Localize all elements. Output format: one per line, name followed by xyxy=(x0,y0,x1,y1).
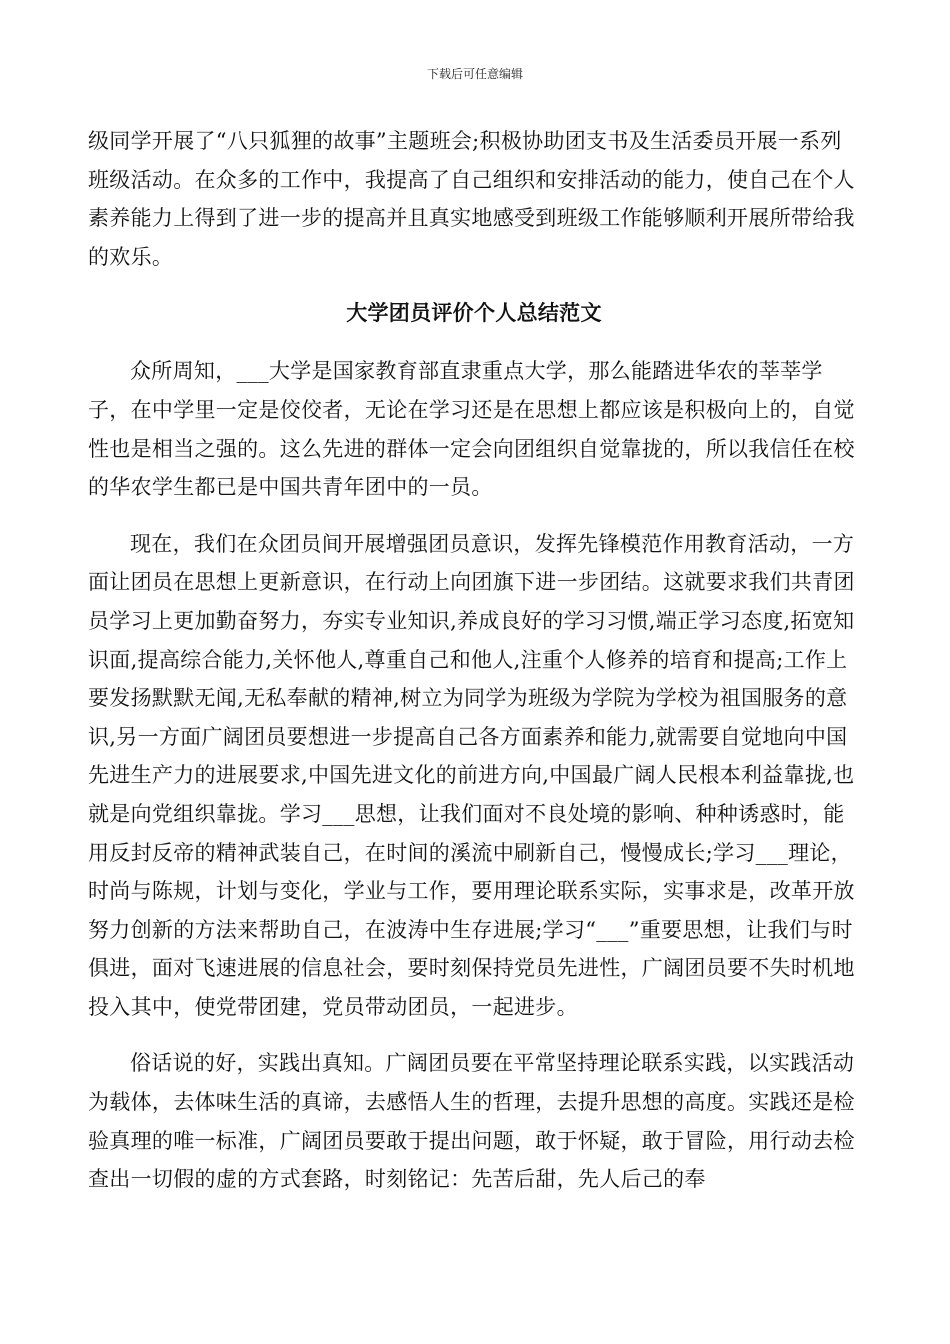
document-body xyxy=(88,122,860,1199)
paragraph-3: 俗话说的好，实践出真知。广阔团员要在平常坚持理论联系实践，以实践活动为载体，去体味生活的真谛，去感悟人生的哲理，去提升思想的高度。实践还是检验真理的唯一标准，广阔团员要敢于提出问题，敢于怀疑，敢于冒险，用行动去检查出一切假的虚的方式套路，时刻铭记：先苦后甜，先人后己的奉 xyxy=(88,1051,855,1192)
paragraph-2: 现在，我们在众团员间开展增强团员意识，发挥先锋模范作用教育活动，一方面让团员在思想上更新意识，在行动上向团旗下进一步团结。这就要求我们共青团员学习上更加勤奋努力，夯实专业知识,养成良好的学习习惯,端正学习态度,拓宽知识面,提高综合能力,关怀他人,尊重自己和他人,注重个人修养的培育和提高;工作上要发扬默默无闻,无私奉献的精神,树立为同学为班级为学院为学校为祖国服务的意识,另一方面广阔团员要想进一步提高自己各方面素养和能力,就需要自觉地向中国先进生产力的进展要求,中国先进文化的前进方向,中国最广阔人民根本利益靠拢,也就是向党组织靠拢。学习___思想，让我们面对不良处境的影响、种种诱惑时，能用反封反帝的精神武装自己，在时间的溪流中刷新自己，慢慢成长;学习___理论，时尚与陈规，计划与变化，学业与工作，要用理论联系实际，实事求是，改革开放努力创新的方法来帮助自己，在波涛中生存进展;学习“___”重要思想，让我们与时俱进，面对飞速进展的信息社会，要时刻保持党员先进性，广阔团员要不失时机地投入其中，使党带团建，党员带动团员，一起进步。 xyxy=(88,531,855,1019)
document-title: 大学团员评价个人总结范文 xyxy=(346,301,602,326)
paragraph-1: 众所周知，___大学是国家教育部直隶重点大学，那么能踏进华农的莘莘学子，在中学里一定是佼佼者，无论在学习还是在思想上都应该是积极向上的，自觉性也是相当之强的。这么先进的群体一定会向团组织自觉靠拢的，所以我信任在校的华农学生都已是中国共青年团中的一员。 xyxy=(88,359,855,500)
intro-paragraph: 级同学开展了“八只狐狸的故事”主题班会;积极协助团支书及生活委员开展一系列班级活动。在众多的工作中，我提高了自己组织和安排活动的能力，使自己在个人素养能力上得到了进一步的提高并且真实地感受到班级工作能够顺利开展所带给我的欢乐。 xyxy=(88,129,855,269)
page-header-note: 下载后可任意编辑 xyxy=(426,67,523,81)
